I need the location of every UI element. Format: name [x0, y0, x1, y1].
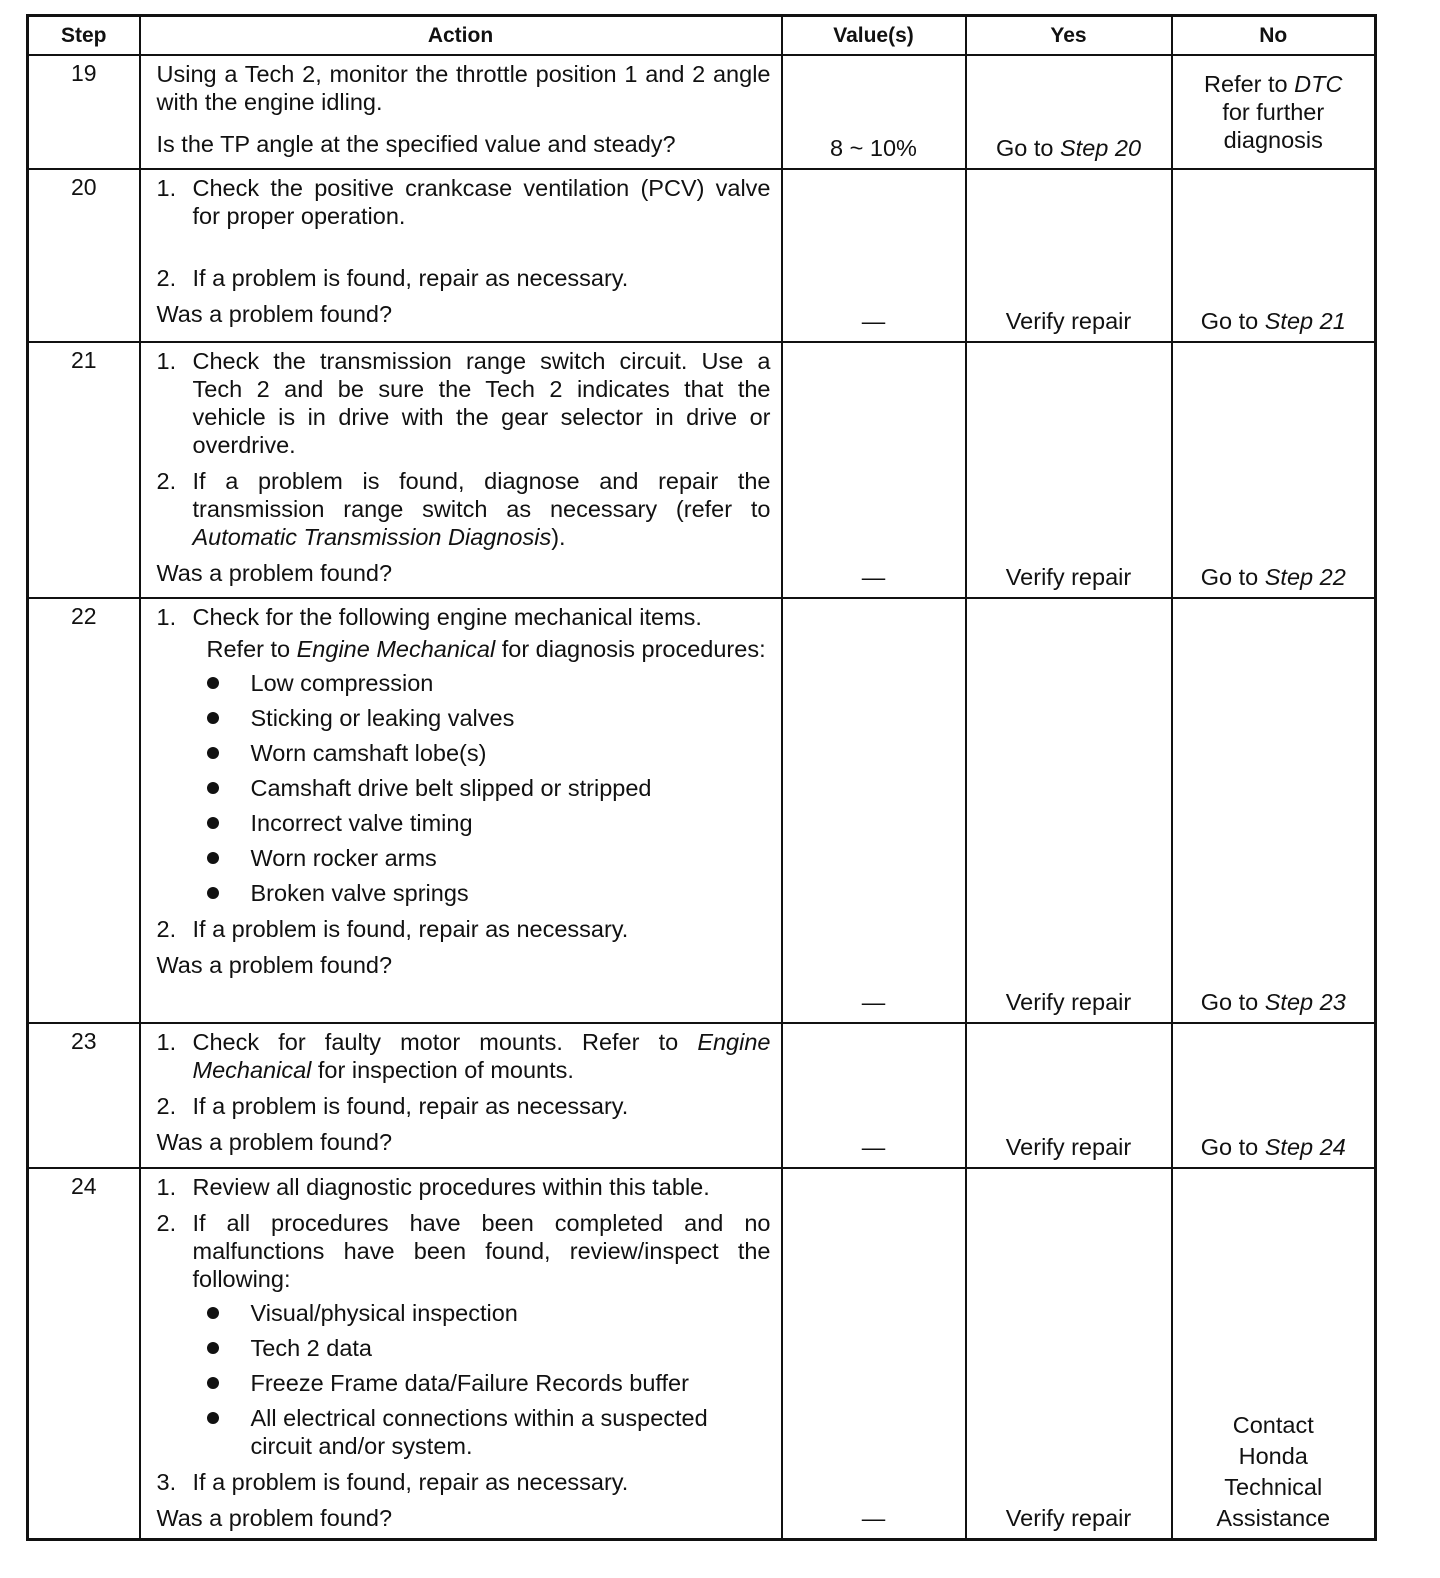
- no-text: [1173, 563, 1375, 591]
- no-cell: [1172, 169, 1376, 342]
- no-line-2: for further: [1222, 99, 1325, 125]
- value-cell: [782, 1023, 966, 1168]
- no-line-1: Contact: [1232, 1412, 1314, 1438]
- list-item: [193, 844, 771, 872]
- action-item: [157, 1028, 771, 1084]
- action-text: Using a Tech 2, monitor the throttle position 1 and 2 angle with the engine idling.: [156, 61, 771, 115]
- action-cell: [140, 1168, 782, 1540]
- header-step: Step: [28, 16, 140, 56]
- diagnostic-table: [26, 14, 1377, 1541]
- value-text: —: [861, 989, 886, 1015]
- yes-cell: [966, 55, 1172, 169]
- no-line-2: Honda: [1238, 1443, 1308, 1469]
- no-step-link: Step 21: [1264, 308, 1346, 334]
- value-cell: [782, 55, 966, 169]
- item-text: If a problem is found, repair as necessary.: [192, 916, 629, 942]
- list-item: [193, 774, 771, 802]
- header-no: No: [1172, 16, 1376, 56]
- question-text: Was a problem found?: [156, 1505, 393, 1531]
- no-line-4: Assistance: [1216, 1505, 1331, 1531]
- bullet-icon: [207, 817, 219, 829]
- item-text: Check for the following engine mechanical items.: [192, 604, 702, 630]
- yes-text: [967, 134, 1171, 162]
- step-number: 22: [28, 598, 140, 1023]
- header-action: Action: [140, 16, 782, 56]
- no-text: [1173, 70, 1375, 154]
- ref-italic: Engine Mechanical: [296, 636, 496, 662]
- step-number: 20: [28, 169, 140, 342]
- no-prefix: Go to: [1200, 564, 1265, 590]
- no-text: [1173, 307, 1375, 335]
- list-item: [193, 704, 771, 732]
- item-number: 2.: [156, 265, 177, 291]
- no-dtc-ref: DTC: [1294, 71, 1343, 97]
- bullet-text: Worn camshaft lobe(s): [250, 740, 487, 766]
- action-list: [157, 603, 771, 943]
- no-cell: [1172, 55, 1376, 169]
- action-item: [157, 603, 771, 907]
- list-item: [193, 669, 771, 697]
- header-yes: Yes: [966, 16, 1172, 56]
- value-text: 8 ~ 10%: [830, 135, 917, 161]
- list-item: [193, 739, 771, 767]
- item-text: Review all diagnostic procedures within this table.: [192, 1174, 710, 1200]
- no-cell: [1172, 1023, 1376, 1168]
- item-number: 3.: [156, 1469, 177, 1495]
- header-row: [28, 16, 1376, 56]
- step-number: 24: [28, 1168, 140, 1540]
- bullet-text: Sticking or leaking valves: [250, 705, 515, 731]
- table-row-step-19: [28, 55, 1376, 169]
- bullet-text: Incorrect valve timing: [250, 810, 473, 836]
- bullet-icon: [207, 747, 219, 759]
- value-cell: [782, 342, 966, 598]
- action-item: [157, 915, 771, 943]
- bullet-icon: [207, 1412, 219, 1424]
- item-text: Check the transmission range switch circuit. Use a Tech 2 and be sure the Tech 2 indicates that the vehicle is in drive with the gear selector in drive or overdrive.: [192, 348, 771, 458]
- item-text: Check for faulty motor mounts. Refer to: [192, 1029, 698, 1055]
- item-text: If all procedures have been completed and no malfunctions have been found, review/inspect the following:: [192, 1210, 771, 1292]
- table-row-step-23: [28, 1023, 1376, 1168]
- action-cell: [140, 598, 782, 1023]
- value-cell: [782, 598, 966, 1023]
- action-list: [157, 174, 771, 292]
- action-item: [157, 1209, 771, 1460]
- action-item: [157, 1173, 771, 1201]
- yes-cell: [966, 169, 1172, 342]
- action-item: [157, 467, 771, 551]
- yes-text: Verify repair: [1005, 564, 1132, 590]
- action-list: [157, 1173, 771, 1496]
- bullet-text: Tech 2 data: [250, 1335, 373, 1361]
- bullet-text: Freeze Frame data/Failure Records buffer: [250, 1370, 689, 1396]
- reference-text: [207, 635, 771, 663]
- bullet-list: [193, 669, 771, 907]
- item-number: 2.: [156, 468, 177, 494]
- yes-text: Verify repair: [1005, 308, 1132, 334]
- table-row-step-20: [28, 169, 1376, 342]
- yes-cell: [966, 342, 1172, 598]
- action-cell: [140, 1023, 782, 1168]
- no-prefix: Go to: [1200, 1134, 1265, 1160]
- item-number: 1.: [156, 604, 177, 630]
- bullet-icon: [207, 1342, 219, 1354]
- value-text: —: [861, 1134, 886, 1160]
- no-line-3: Technical: [1224, 1474, 1323, 1500]
- bullet-icon: [207, 677, 219, 689]
- list-item: [193, 1334, 771, 1362]
- yes-text: Verify repair: [1005, 1134, 1132, 1160]
- header-values: Value(s): [782, 16, 966, 56]
- yes-cell: [966, 598, 1172, 1023]
- no-prefix: Go to: [1200, 989, 1265, 1015]
- action-item: [157, 264, 771, 292]
- question-text: Was a problem found?: [156, 952, 393, 978]
- bullet-text: Worn rocker arms: [250, 845, 437, 871]
- no-step-link: Step 23: [1264, 989, 1346, 1015]
- yes-text: Verify repair: [1005, 989, 1132, 1015]
- no-step-link: Step 24: [1264, 1134, 1346, 1160]
- bullet-icon: [207, 852, 219, 864]
- bullet-text: Low compression: [250, 670, 434, 696]
- item-number: 2.: [156, 1093, 177, 1119]
- item-number: 1.: [156, 175, 177, 201]
- item-number: 2.: [156, 916, 177, 942]
- action-item: [157, 174, 771, 230]
- no-prefix: Go to: [1200, 308, 1265, 334]
- question-text: Is the TP angle at the specified value and steady?: [156, 131, 676, 157]
- yes-prefix: Go to: [995, 135, 1060, 161]
- bullet-icon: [207, 782, 219, 794]
- ref-prefix: Refer to: [206, 636, 297, 662]
- action-cell: [140, 169, 782, 342]
- list-item: [193, 1299, 771, 1327]
- table-row-step-21: [28, 342, 1376, 598]
- action-cell: [140, 342, 782, 598]
- action-cell: [140, 55, 782, 169]
- item-text-end: ).: [551, 524, 566, 550]
- item-text: If a problem is found, repair as necessary.: [192, 1469, 629, 1495]
- table-row-step-22: [28, 598, 1376, 1023]
- ref-suffix: for diagnosis procedures:: [495, 636, 766, 662]
- action-item: [157, 1468, 771, 1496]
- value-text: —: [861, 308, 886, 334]
- item-text: Check the positive crankcase ventilation (PCV) valve for proper operation.: [192, 175, 771, 229]
- question-text: Was a problem found?: [156, 301, 393, 327]
- yes-text: Verify repair: [1005, 1505, 1132, 1531]
- item-number: 1.: [156, 1029, 177, 1055]
- bullet-icon: [207, 1377, 219, 1389]
- step-number: 19: [28, 55, 140, 169]
- item-text: If a problem is found, repair as necessary.: [192, 1093, 629, 1119]
- question-text: Was a problem found?: [156, 1129, 393, 1155]
- yes-cell: [966, 1023, 1172, 1168]
- no-step-link: Step 22: [1264, 564, 1346, 590]
- step-number: 23: [28, 1023, 140, 1168]
- list-item: [193, 809, 771, 837]
- bullet-text: Visual/physical inspection: [250, 1300, 518, 1326]
- bullet-text: All electrical connections within a suspected circuit and/or system.: [250, 1405, 708, 1459]
- no-text: [1173, 1410, 1375, 1534]
- list-item: [193, 879, 771, 907]
- bullet-icon: [207, 887, 219, 899]
- action-item: [157, 1092, 771, 1120]
- action-list: [157, 347, 771, 551]
- action-item: [157, 347, 771, 459]
- no-prefix: Refer to: [1204, 71, 1295, 97]
- bullet-list: [193, 1299, 771, 1460]
- no-text: [1173, 988, 1375, 1016]
- yes-step-link: Step 20: [1060, 135, 1142, 161]
- list-item: [193, 1369, 771, 1397]
- item-number: 1.: [156, 348, 177, 374]
- step-number: 21: [28, 342, 140, 598]
- item-text: If a problem is found, diagnose and repair the transmission range switch as necessary (refer to: [192, 468, 771, 522]
- bullet-icon: [207, 1307, 219, 1319]
- item-text: If a problem is found, repair as necessary.: [192, 265, 629, 291]
- bullet-icon: [207, 712, 219, 724]
- bullet-text: Camshaft drive belt slipped or stripped: [250, 775, 652, 801]
- item-number: 2.: [156, 1210, 177, 1236]
- no-cell: [1172, 342, 1376, 598]
- item-number: 1.: [156, 1174, 177, 1200]
- diagnostic-table-sheet: [26, 14, 1374, 1541]
- value-cell: [782, 1168, 966, 1540]
- bullet-text: Broken valve springs: [250, 880, 469, 906]
- value-text: —: [861, 1505, 886, 1531]
- item-text-end: for inspection of mounts.: [311, 1057, 574, 1083]
- no-line-3: diagnosis: [1223, 127, 1323, 153]
- item-reference: Automatic Transmission Diagnosis: [192, 524, 552, 550]
- value-text: —: [861, 564, 886, 590]
- table-row-step-24: [28, 1168, 1376, 1540]
- yes-cell: [966, 1168, 1172, 1540]
- question-text: Was a problem found?: [156, 560, 393, 586]
- item-reference: Engine Mechanical: [192, 1029, 771, 1083]
- no-text: [1173, 1133, 1375, 1161]
- value-cell: [782, 169, 966, 342]
- no-cell: [1172, 1168, 1376, 1540]
- no-cell: [1172, 598, 1376, 1023]
- action-list: [157, 1028, 771, 1120]
- list-item: [193, 1404, 771, 1460]
